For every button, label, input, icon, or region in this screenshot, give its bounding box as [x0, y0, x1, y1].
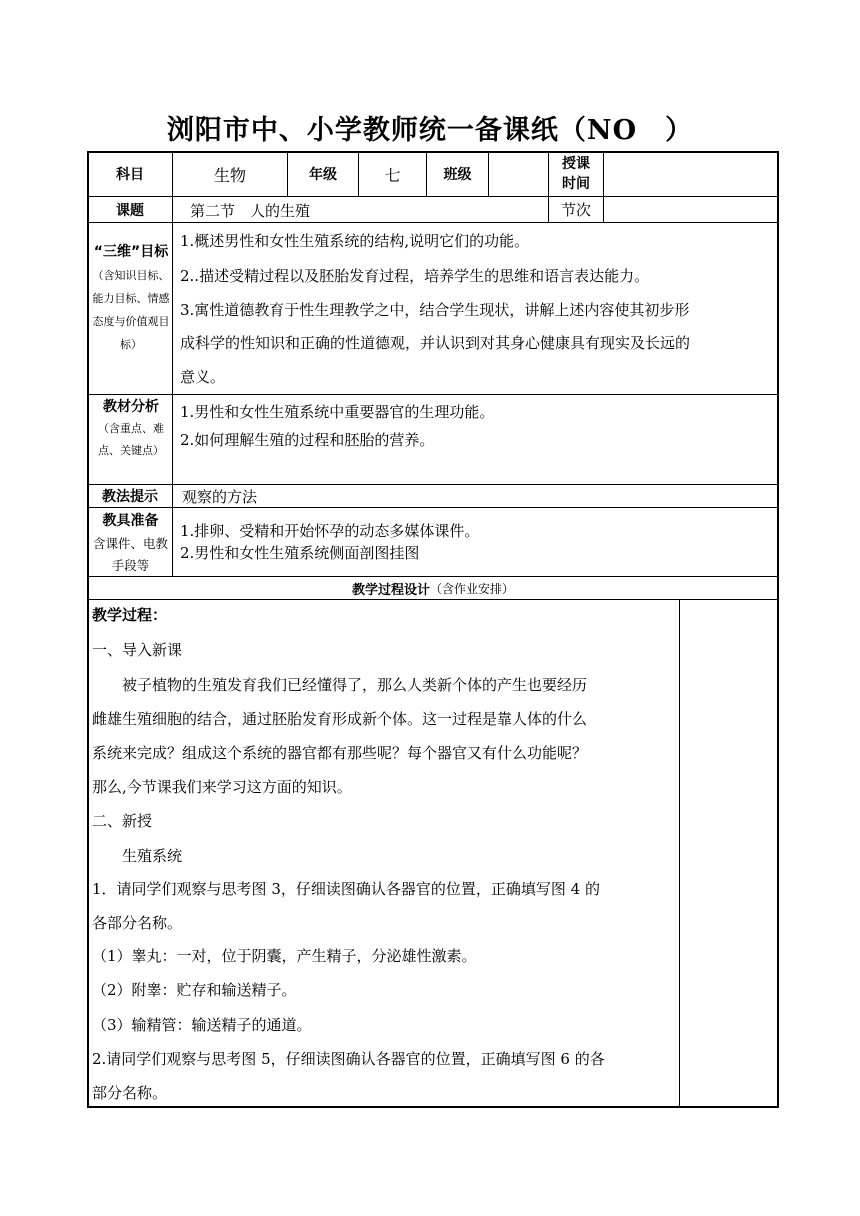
goals-label: [92, 240, 170, 390]
process-line: 教学过程：: [92, 606, 168, 624]
period-value: [604, 197, 777, 222]
subject-label: 科目: [116, 167, 144, 183]
analysis-label: [92, 396, 170, 482]
process-line: 一、导入新课: [92, 641, 183, 659]
process-line: 生殖系统: [92, 847, 183, 865]
class-label: 班级: [443, 167, 472, 183]
period-label: 节次: [560, 201, 591, 219]
analysis-item: 1.男性和女性生殖系统中重要器官的生理功能。: [180, 403, 495, 421]
goal-item: 1.概述男性和女性生殖系统的结构,说明它们的功能。: [180, 232, 530, 250]
process-line: 二、新授: [92, 812, 153, 830]
goal-item: 意义。: [180, 368, 226, 386]
topic-value: 第二节 人的生殖: [190, 202, 311, 220]
tools-label-main: 教具准备: [102, 513, 159, 529]
process-header-note: （含作业安排）: [430, 581, 515, 596]
goals-content: [180, 230, 776, 390]
tools-label-note: 含课件、电教手段等: [92, 536, 168, 573]
goal-item: 3.寓性道德教育于性生理教学之中，结合学生现状，讲解上述内容使其初步形: [180, 301, 690, 319]
process-line: 各部分名称。: [92, 914, 183, 932]
process-line: 雌雄生殖细胞的结合，通过胚胎发育形成新个体。这一过程是靠人体的什么: [92, 710, 588, 728]
method-label: 教法提示: [102, 489, 158, 505]
tools-content: [180, 520, 776, 572]
tools-item: 1.排卵、受精和开始怀孕的动态多媒体课件。: [180, 522, 480, 540]
process-line: （1）睾丸：一对，位于阴囊，产生精子，分泌雄性激素。: [92, 947, 477, 965]
process-header-main: 教学过程设计: [351, 582, 430, 598]
process-line: 2.请同学们观察与思考图 5，仔细读图确认各器官的位置，正确填写图 6 的各: [92, 1050, 605, 1068]
goal-item: 2..描述受精过程以及胚胎发育过程，培养学生的思维和语言表达能力。: [180, 267, 650, 285]
topic-label: 课题: [116, 202, 144, 219]
process-content: [92, 604, 678, 1104]
analysis-label-main: 教材分析: [103, 399, 159, 415]
process-line: 部分名称。: [92, 1084, 168, 1102]
tools-label: [89, 509, 172, 575]
process-line: 被子植物的生殖发育我们已经懂得了，那么人类新个体的产生也要经历: [92, 676, 588, 694]
page-title: 浏阳市中、小学教师统一备课纸（NO ）: [166, 115, 694, 146]
notes-column: [680, 600, 777, 1106]
grade-label: 年级: [309, 167, 337, 183]
goals-label-note: （含知识目标、能力目标、情感态度与价值观目标）: [92, 269, 170, 351]
class-value: [489, 152, 548, 196]
analysis-content: [180, 401, 776, 481]
tools-item: 2.男性和女性生殖系统侧面剖图挂图: [180, 544, 420, 562]
goals-label-main: “三维”目标: [93, 244, 169, 260]
teaching-time-value: [604, 152, 777, 196]
teaching-time-label: 授课时间: [562, 156, 590, 192]
process-line: （3）输精管：输送精子的通道。: [92, 1016, 312, 1034]
analysis-label-note: （含重点、难点、关键点）: [98, 422, 164, 457]
goal-item: 成科学的性知识和正确的性道德观，并认识到对其身心健康具有现实及长远的: [180, 334, 691, 352]
process-line: 系统来完成？组成这个系统的器官都有那些呢？每个器官又有什么功能呢？: [92, 744, 588, 762]
process-header: [88, 577, 778, 599]
process-line: （2）附睾：贮存和输送精子。: [92, 981, 297, 999]
process-line: 1．请同学们观察与思考图 3，仔细读图确认各器官的位置，正确填写图 4 的: [92, 880, 600, 898]
analysis-item: 2.如何理解生殖的过程和胚胎的营养。: [180, 431, 435, 449]
process-line: 那么,今节课我们来学习这方面的知识。: [92, 778, 352, 796]
subject-value: 生物: [213, 165, 246, 185]
method-value: 观察的方法: [182, 488, 258, 506]
grade-value: 七: [384, 165, 401, 185]
